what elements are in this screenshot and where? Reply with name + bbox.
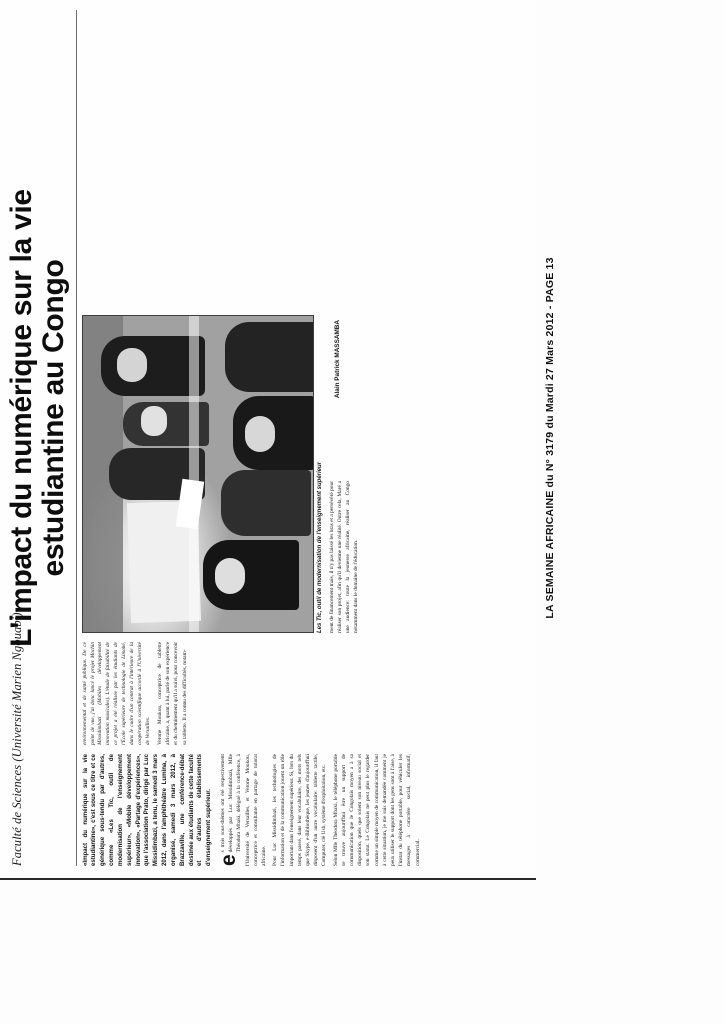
divider-top: [76, 10, 77, 866]
photo-sub-columns: [328, 315, 364, 633]
paragraph: es trois sous-thèmes ont été respectivement développés par Luc Missidimbazi, Mlle Théodora Mbaki, délégué à la conférence, à l'Université de Versailles, et Verone Moukou, conceptrice et consultante en partage de tutorat africaine.: [217, 754, 268, 866]
masthead: [6, 10, 70, 866]
article-photo: [82, 315, 314, 633]
page-title: L'impact du numérique sur la vie estudiantine au Congo: [5, 189, 70, 647]
paragraph: Verone Moukou, conceptrice de tablette africaine, a, quant à lui, parlé de son expérience et du cheminement qu'il a suivi, pour concevoir sa tablette. Il a connu des difficultés, notam-: [157, 642, 188, 745]
headline-wrap: [6, 10, 70, 706]
photo-column: [82, 315, 534, 633]
masthead-left: [6, 612, 25, 866]
article-column-4: [328, 320, 364, 472]
publication-footer: LA SEMAINE AFRICAINE du N° 3179 du Mardi 27 Mars 2012 - PAGE 13: [543, 257, 556, 619]
byline: Alain Patrick MASSAMBA: [333, 320, 341, 399]
paragraph: ment de financement mais, il n'y pas laissé les bras et a persévéré pour réaliser son projet, afin qu'il devienne une réalité. Outre cela, Maré a une audience: toute la jeunesse africaine, réaliser au Congo notamment dans le domaine de l'éducation.: [328, 481, 360, 633]
article-column-3: [328, 481, 364, 633]
article-column-2: [82, 642, 534, 745]
footer-row: [538, 10, 556, 866]
kicker-faculty: Faculté de Sciences (Université Marien Ngouabi): [10, 612, 24, 866]
paragraph: Selon Mlle Théodora Mbaki, le téléphone portable se trouve aujourd'hui être un support de communication que le Congolais moyen a à sa disposition, quels que soient son niveau social et son statut. Le Congolais ne peut plus le regarder comme un simple moyen de communication, il faut à cette situation, je me suis demandée comment je peux utiliser le support dont les gens sont à l'aise, à l'instar du téléphone portable, pour véhiculer les messages à caractère social, informatif, commercial.: [332, 754, 421, 866]
paragraph: environnemental et de santé publique. De ce point de vue, j'ai donc lancé le projet Mochin Missidimbazi (Mobiles développement innovation musicales). L'étude de faisabilité de ce projet a été réalisée par les étudiants de l'École supérieure de technologie de Limoké, dans le cadre d'un contrat à l'intérieure de la coopération scientifique accordé à l'Université de Versailles.: [81, 642, 152, 745]
photo-caption: Les Tic, outil de modernisation de l'enseignement supérieur: [316, 461, 323, 633]
article-body: [82, 10, 534, 866]
standfirst: «Impact du numérique sur la vie estudiantine», c'est sous ce titre et ce générique sous-tendu par d'autres, comme «Les Tic, outil de modernisation de l'enseignement supérieur», «Mobile développement innovation», «Partage d'expériences», que l'association Prato, dirigé par Luc Missidimbazi, a tenu, le samedi 3 mars 2012, dans l'amphithéâtre Lumina, à organisé, samedi 3 mars 2012, à Brazzaville, une conférence-débat destinée aux étudiants de cette faculté et d'autres établissements d'enseignement supérieur.: [81, 754, 213, 866]
paragraph: Pour Luc Missidimbazi, les technologies de l'information et de la communication jouent un rôle important dans l'enseignement supérieur. Si, lors du temps passé, dans leur vocabulaire, des mots tels que Skype, e-Bibliothèque, les jeunes d'aujourd'hui disposent d'un autre vocabulaire: tablette tactile, Computer, clé Usb, système d'exploitation, etc.: [272, 754, 328, 866]
article-column-1: [82, 754, 534, 866]
photo-image: [83, 316, 313, 632]
